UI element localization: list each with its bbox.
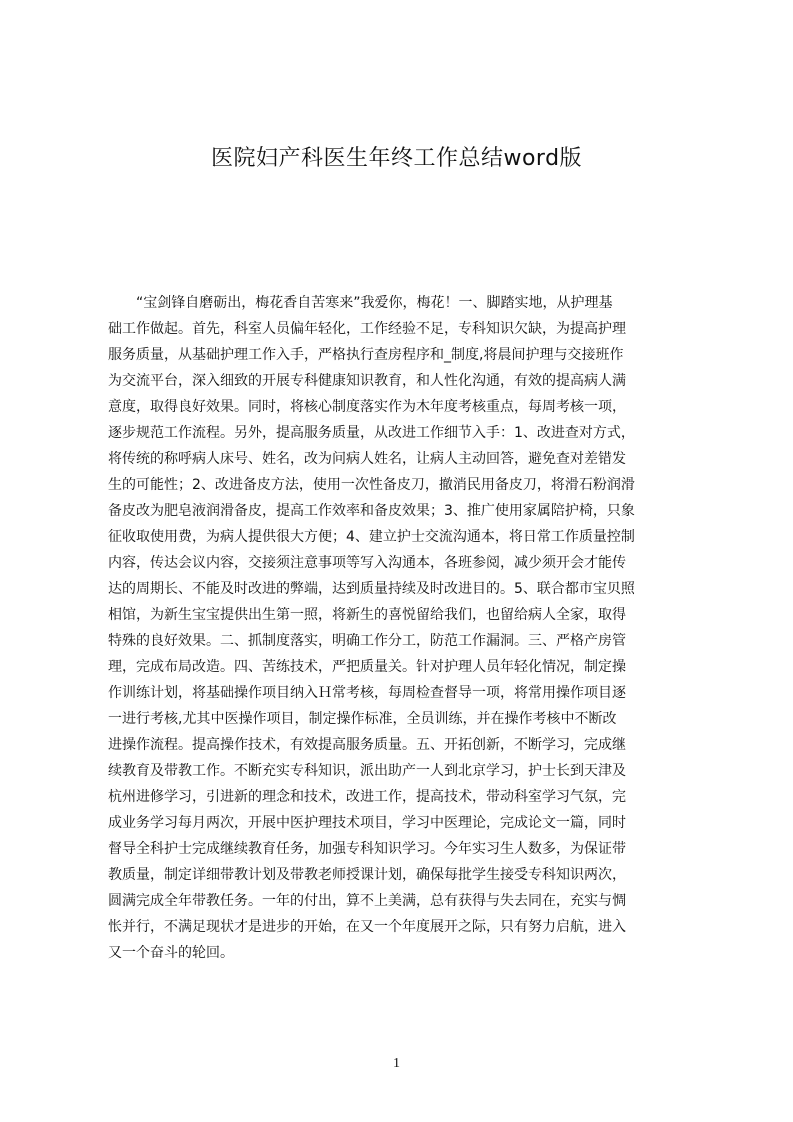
body-text-line: 续教育及带教工作。不断充实专科知识，派出助产一人到北京学习，护士长到天津及 bbox=[108, 763, 626, 779]
body-text-line: 内容，传达会议内容，交接须注意事项等写入沟通本，各班参阅，减少须开会才能传 bbox=[108, 555, 626, 571]
body-text-line: 备皮改为肥皂液润滑备皮，提高工作效率和备皮效果；3、推广使用家属陪护椅，只象 bbox=[108, 503, 635, 519]
body-text-line: 督导全科护士完成继续教育任务，加强专科知识学习。今年实习生人数多，为保证带 bbox=[108, 841, 626, 857]
body-text-line: 杭州进修学习，引进新的理念和技术，改进工作，提高技术，带动科室学习气氛，完 bbox=[108, 789, 626, 805]
body-text-line: 服务质量，从基础护理工作入手，严格执行查房程序和_制度,将晨间护理与交接班作 bbox=[108, 347, 624, 363]
body-text-line: 教质量，制定详细带教计划及带教老师授课计划，确保每批学生接受专科知识两次， bbox=[108, 867, 626, 883]
body-text-line: 一进行考核,尤其中医操作项目，制定操作标准，全员训练，并在操作考核中不断改 bbox=[108, 711, 617, 727]
body-text-line: 成业务学习每月两次，开展中医护理技术项目，学习中医理论，完成论文一篇，同时 bbox=[108, 815, 626, 831]
body-text-line: 生的可能性；2、改进备皮方法，使用一次性备皮刀，撤消民用备皮刀，将滑石粉润滑 bbox=[108, 477, 635, 493]
body-text-line: 相馆，为新生宝宝提供出生第一照，将新生的喜悦留给我们，也留给病人全家，取得 bbox=[108, 607, 626, 623]
body-text-line: 特殊的良好效果。二、抓制度落实，明确工作分工，防范工作漏洞。三、严格产房管 bbox=[108, 633, 626, 649]
body-text-line: 作训练计划，将基础操作项目纳入Ｈ常考核，每周检查督导一项，将常用操作项目逐 bbox=[108, 685, 626, 701]
body-text-line: 又一个奋斗的轮回。 bbox=[108, 945, 234, 961]
body-text-line: 将传统的称呼病人床号、姓名，改为问病人姓名，让病人主动回答，避免查对差错发 bbox=[108, 451, 626, 467]
body-text-line: 圆满完成全年带教任务。一年的付出，算不上美满，总有获得与失去同在，充实与惆 bbox=[108, 893, 626, 909]
body-text-line: 础工作做起。首先，科室人员偏年轻化，工作经验不足，专科知识欠缺，为提高护理 bbox=[108, 321, 626, 337]
page-number: 1 bbox=[393, 1056, 400, 1071]
body-text-line: “宝剑锋自磨砺出，梅花香自苦寒来”我爱你，梅花！一、脚踏实地，从护理基 bbox=[108, 295, 613, 311]
document-body bbox=[108, 290, 698, 990]
body-text-line: 征收取使用费，为病人提供很大方便；4、建立护士交流沟通本，将日常工作质量控制 bbox=[108, 529, 635, 545]
document-title: 医院妇产科医生年终工作总结word版 bbox=[210, 146, 583, 171]
body-text-line: 进操作流程。提高操作技术，有效提高服务质量。五、开拓创新，不断学习，完成继 bbox=[108, 737, 626, 753]
body-text-line: 意度，取得良好效果。同时，将核心制度落实作为木年度考核重点，每周考核一项， bbox=[108, 399, 626, 415]
body-text-line: 逐步规范工作流程。另外，提高服务质量，从改进工作细节入手：1、改进查对方式， bbox=[108, 425, 635, 441]
body-text-line: 理，完成布局改造。四、苦练技术，严把质量关。针对护理人员年轻化情况，制定操 bbox=[108, 659, 626, 675]
body-text-line: 达的周期长、不能及时改进的弊端，达到质量持续及时改进目的。5、联合都市宝贝照 bbox=[108, 581, 635, 597]
body-text-line: 为交流平台，深入细致的开展专科健康知识教育，和人性化沟通，有效的提高病人满 bbox=[108, 373, 626, 389]
body-text-line: 怅并行，不满足现状才是进步的开始，在又一个年度展开之际，只有努力启航，进入 bbox=[108, 919, 626, 935]
